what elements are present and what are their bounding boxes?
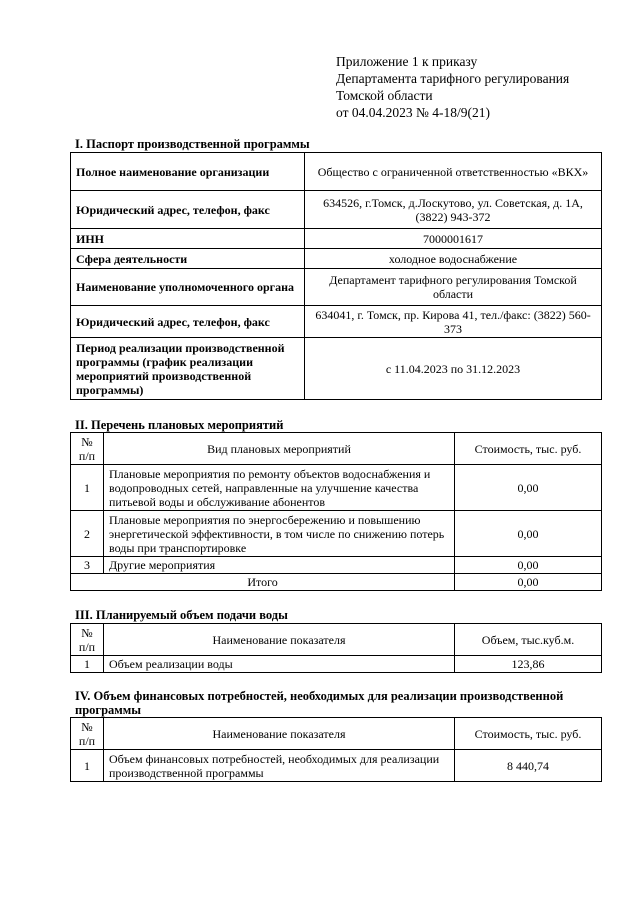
section-2-title: II. Перечень плановых мероприятий [75,418,284,432]
col-header-name: Наименование показателя [104,624,455,656]
total-row [71,574,602,591]
col-header-cost: Стоимость, тыс. руб. [455,433,602,465]
table-row [71,656,602,673]
passport-label: Юридический адрес, телефон, факс [71,306,305,338]
table-row [71,191,602,229]
passport-table [70,152,602,400]
total-label: Итого [71,574,455,591]
row-cost: 0,00 [455,465,602,511]
passport-label: Период реализации производственной программы (график реализации мероприятий производственной программы) [71,338,305,400]
table-header-row [71,718,602,750]
appendix-line-1: Приложение 1 к приказу [336,54,478,69]
table-row [71,153,602,191]
row-num: 2 [71,511,104,557]
col-header-name: Наименование показателя [104,718,455,750]
col-header-value: Стоимость, тыс. руб. [455,718,602,750]
measures-table [70,432,602,591]
finance-table [70,717,602,782]
section-4-title: IV. Объем финансовых потребностей, необходимых для реализации производственной программы [75,689,564,717]
table-row [71,229,602,249]
passport-value: 634041, г. Томск, пр. Кирова 41, тел./факс: (3822) 560-373 [305,306,602,338]
col-header-num: № п/п [71,624,104,656]
table-row [71,750,602,782]
passport-value: Общество с ограниченной ответственностью «ВКХ» [305,153,602,191]
row-num: 1 [71,465,104,511]
col-header-num: № п/п [71,718,104,750]
col-header-num: № п/п [71,433,104,465]
row-name: Плановые мероприятия по энергосбережению и повышению энергетической эффективности, в том числе по снижению потерь воды при транспортировке [104,511,455,557]
section-3-title: III. Планируемый объем подачи воды [75,608,288,622]
table-row [71,557,602,574]
col-header-value: Объем, тыс.куб.м. [455,624,602,656]
volume-table [70,623,602,673]
row-num: 1 [71,750,104,782]
passport-value: 634526, г.Томск, д.Лоскутово, ул. Советская, д. 1А, (3822) 943-372 [305,191,602,229]
row-cost: 0,00 [455,511,602,557]
row-name: Плановые мероприятия по ремонту объектов водоснабжения и водопроводных сетей, направленные на улучшение качества питьевой воды и обслуживание абонентов [104,465,455,511]
passport-label: Наименование уполномоченного органа [71,269,305,306]
total-cost: 0,00 [455,574,602,591]
passport-label: Юридический адрес, телефон, факс [71,191,305,229]
row-value: 8 440,74 [455,750,602,782]
table-header-row [71,433,602,465]
section-1-title: I. Паспорт производственной программы [75,137,310,151]
passport-label: ИНН [71,229,305,249]
appendix-line-3: Томской области [336,88,433,103]
passport-value: холодное водоснабжение [305,249,602,269]
passport-label: Сфера деятельности [71,249,305,269]
row-name: Другие мероприятия [104,557,455,574]
passport-value: с 11.04.2023 по 31.12.2023 [305,338,602,400]
table-row [71,465,602,511]
table-row [71,269,602,306]
table-row [71,249,602,269]
passport-value: 7000001617 [305,229,602,249]
appendix-header [336,53,569,121]
row-num: 1 [71,656,104,673]
row-value: 123,86 [455,656,602,673]
col-header-name: Вид плановых мероприятий [104,433,455,465]
passport-label: Полное наименование организации [71,153,305,191]
table-row [71,306,602,338]
row-name: Объем финансовых потребностей, необходимых для реализации производственной программы [104,750,455,782]
appendix-line-4: от 04.04.2023 № 4-18/9(21) [336,105,490,120]
table-row [71,338,602,400]
appendix-line-2: Департамента тарифного регулирования [336,71,570,86]
table-header-row [71,624,602,656]
row-num: 3 [71,557,104,574]
passport-value: Департамент тарифного регулирования Томской области [305,269,602,306]
table-row [71,511,602,557]
row-name: Объем реализации воды [104,656,455,673]
row-cost: 0,00 [455,557,602,574]
